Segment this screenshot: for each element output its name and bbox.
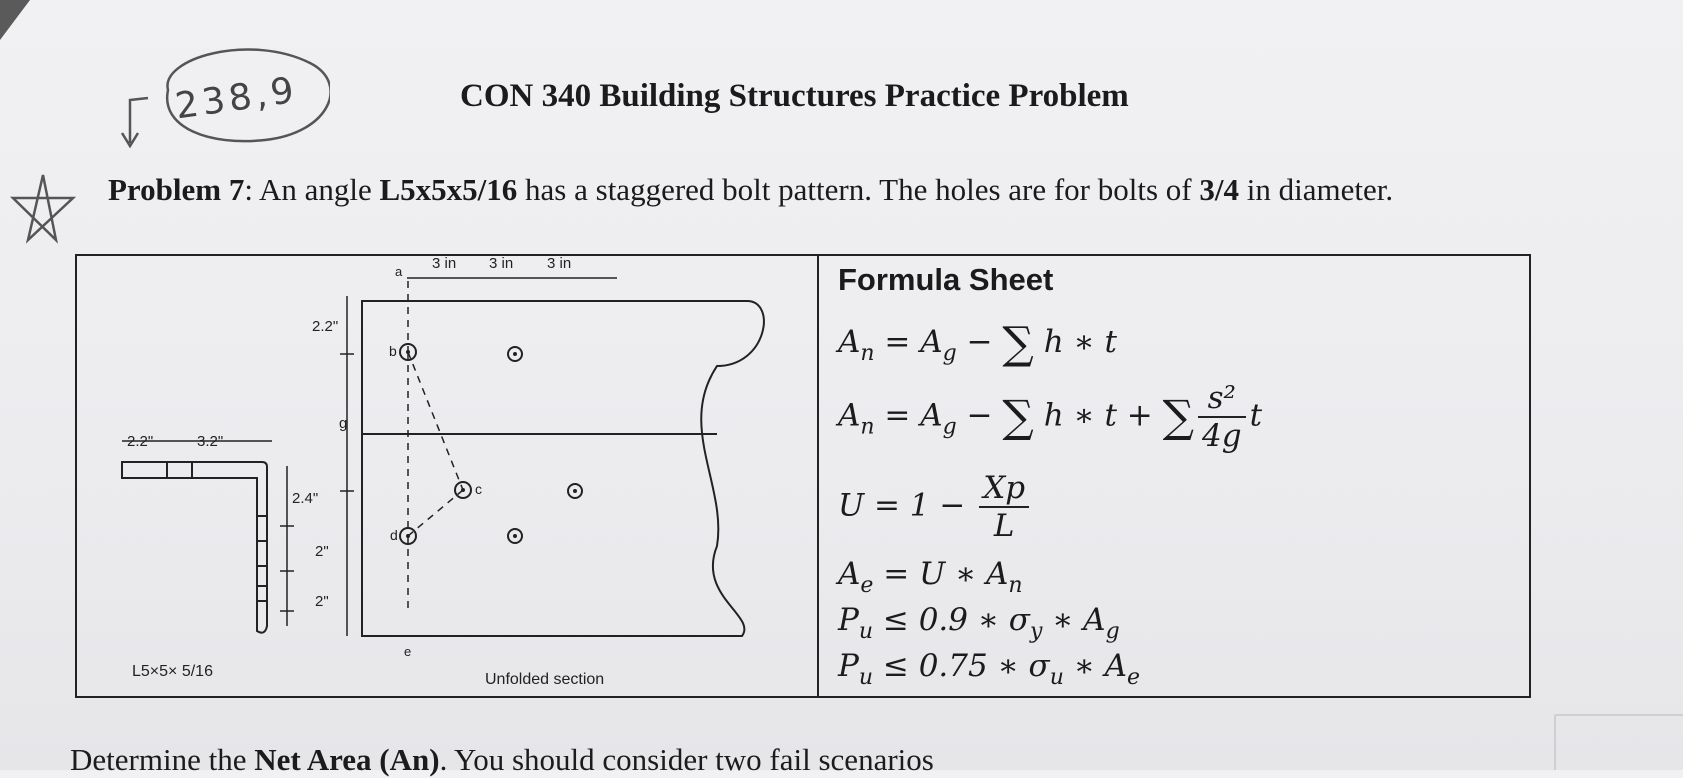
formula-shear-lag: U = 1 − $\frac{Xp}{L}$ xyxy=(838,470,1033,544)
bolt-pattern-diagram xyxy=(77,256,817,696)
formula-yield: $P_u \le 0.9$ ∗ $\sigma_y$ ∗ $A_g$ xyxy=(838,602,1120,644)
angle-dim-g2: 2" xyxy=(315,543,329,560)
formula-effective-area: $A_e = U$ ∗ $A_n$ xyxy=(838,556,1023,598)
angle-designation: L5x5x5/16 xyxy=(379,172,518,207)
hole-label-d: d xyxy=(390,527,398,543)
unfolded-plate xyxy=(362,301,764,636)
spacing-label-2: 3 in xyxy=(489,256,514,272)
angle-cross-section xyxy=(122,462,267,633)
hole-label-e: e xyxy=(404,644,412,659)
spacing-label-3: 3 in xyxy=(547,256,572,272)
page-title: CON 340 Building Structures Practice Problem xyxy=(460,78,1129,114)
figure-divider xyxy=(817,254,819,698)
formula-net-area-staggered: $A_n = A_g$ − ∑ h ∗ t + ∑ $\frac{\text{s²}}{4g}$ t xyxy=(838,380,1263,454)
section-dim-g: g xyxy=(339,415,348,432)
formula-rupture: $P_u \le 0.75$ ∗ $\sigma_u$ ∗ $A_e$ xyxy=(838,648,1141,690)
problem-text: has a staggered bolt pattern. The holes are for bolts of xyxy=(517,172,1200,207)
hole-label-c: c xyxy=(475,481,482,497)
angle-dim-leg2: 3.2" xyxy=(197,433,224,450)
problem-label: Problem 7 xyxy=(108,172,245,207)
problem-statement xyxy=(108,172,1558,208)
angle-caption: L5×5× 5/16 xyxy=(132,663,213,680)
angle-dim-leg1: 2.2" xyxy=(127,433,154,450)
formula-net-area: $A_n = A_g$ − ∑ h ∗ t xyxy=(838,318,1117,369)
handwritten-score: 238,9 xyxy=(172,69,301,128)
bolt-size: 3/4 xyxy=(1199,172,1239,207)
handwritten-star-icon xyxy=(8,170,78,250)
formula-sheet-title: Formula Sheet xyxy=(838,262,1054,297)
instruction-part: . You should consider two fail scenarios xyxy=(439,742,934,777)
problem-text: in diameter. xyxy=(1239,172,1394,207)
section-caption: Unfolded section xyxy=(485,671,605,688)
net-area-term: Net Area (An) xyxy=(254,742,440,777)
instruction-part: Determine the xyxy=(70,742,255,777)
hole-label-a: a xyxy=(395,264,403,279)
section-dim-top: 2.2" xyxy=(312,318,339,335)
angle-dim-g3: 2" xyxy=(315,593,329,610)
hole-label-b: b xyxy=(389,343,397,359)
instruction-text xyxy=(70,742,934,778)
angle-dim-g1: 2.4" xyxy=(292,490,319,507)
problem-text: : An angle xyxy=(244,172,380,207)
spacing-label-1: 3 in xyxy=(432,256,457,272)
